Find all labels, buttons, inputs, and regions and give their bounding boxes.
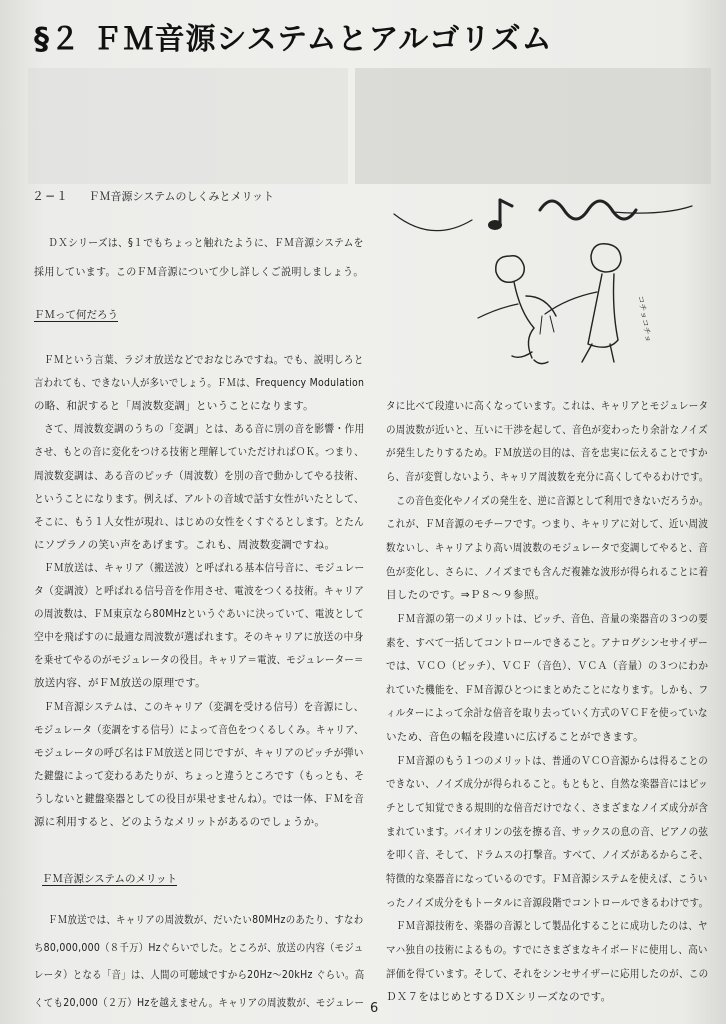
section-title-text: ＦＭ音源システムのしくみとメリット bbox=[88, 190, 275, 203]
text-line: できない、ノイズ成分が得られること。もともと、自然な楽器音にはピッ bbox=[386, 778, 708, 791]
text-line: の周波数は、ＦＭ東京なら80MHzというぐあいに決っていて、電波として bbox=[34, 608, 365, 621]
text-line: 素を、すべて一括してコントロールできること。アナログシンセサイザー bbox=[386, 636, 708, 649]
text-line: レータ）となる「音」は、人間の可聴域ですから20Hz〜20kHz ぐらい。高 bbox=[34, 969, 365, 981]
page-number: 6 bbox=[370, 1001, 379, 1016]
text-line: れていた機能を、ＦＭ音源ひとつにまとめたことになります。しかも、フ bbox=[386, 683, 709, 696]
text-line: いため、音色の幅を段違いに広げることができます。 bbox=[386, 731, 644, 744]
text-line: 目したのです。⇒Ｐ８〜９参照。 bbox=[386, 589, 546, 602]
text-line: が発生したりするため。ＦＭ放送の目的は、音を忠実に伝えることですか bbox=[386, 447, 708, 460]
text-line: モジュレータ（変調をする信号）によって音色をつくるしくみ。キャリア、 bbox=[34, 723, 364, 736]
text-line: 周波数変調は、ある音のピッチ（周波数）を別の音で動かしてやる技術、 bbox=[34, 469, 364, 482]
text-line: ＦＭ放送では、キャリアの周波数が、だいたい80MHzのあたり、すなわ bbox=[48, 914, 364, 926]
text-line: まれています。バイオリンの弦を擦る音、サックスの息の音、ピアノの弦 bbox=[386, 825, 709, 838]
text-line: た鍵盤によって変わるあたりが、ちょっと違うところです（もっとも、そ bbox=[34, 769, 365, 782]
text-line: 空中を飛ばすのに最適な周波数が選ばれます。そのキャリアに放送の中身 bbox=[34, 631, 364, 644]
text-line: ら、音が変質しないよう、キャリア周波数を充分に高くしてやるわけです。 bbox=[386, 470, 709, 483]
text-line: させ、もとの音に変化をつける技術と理解していただければＯＫ。つまり、 bbox=[34, 446, 364, 459]
text-line: にソプラノの笑い声をあげます。これも、周波数変調ですね。 bbox=[34, 538, 336, 551]
section-title bbox=[32, 187, 274, 204]
text-line: タ（変調波）と呼ばれる信号音を作用させ、電波をつくる技術。キャリア bbox=[34, 585, 365, 597]
text-line: 採用しています。このＦＭ音源について少し詳しくご説明しましょう。 bbox=[34, 265, 364, 278]
text-line: そこに、もう１人女性が現れ、はじめの女性をくすぐるとします。とたん bbox=[34, 515, 365, 528]
section-number: ２−１ bbox=[32, 189, 70, 203]
text-line: さて、周波数変調のうちの「変調」とは、ある音に別の音を影響・作用 bbox=[44, 423, 365, 436]
subhead-fm-merits: ＦＭ音源システムのメリット bbox=[42, 873, 178, 885]
text-line: 源に利用すると、どのようなメリットがあるのでしょうか。 bbox=[34, 816, 326, 828]
text-line: の略、和訳すると「周波数変調」ということになります。 bbox=[34, 400, 314, 413]
text-line: を乗せてやるのがモジュレータの役目。キャリア＝電波、モジュレーター＝ bbox=[34, 654, 364, 667]
text-line: この音色変化やノイズの発生を、逆に音源として利用できないだろうか。 bbox=[396, 494, 709, 507]
text-line: を叩く音、そして、ドラムスの打撃音。すべて、ノイズがあるからこそ、 bbox=[386, 849, 709, 862]
text-line: ＤＸ７をはじめとするＤＸシリーズなのです。 bbox=[386, 991, 612, 1004]
text-line: ＦＭ音源技術を、楽器の音源として製品化することに成功したのは、ヤ bbox=[396, 920, 708, 933]
text-line: では、ＶＣＯ（ピッチ）、ＶＣＦ（音色）、ＶＣＡ（音量）の３つにわか bbox=[386, 660, 709, 673]
text-line: ＤＸシリーズは、§１でもちょっと触れたように、ＦＭ音源システムを bbox=[48, 237, 364, 249]
text-line: 放送内容、がＦＭ放送の原理です。 bbox=[34, 677, 206, 690]
text-line: ＦＭという言葉、ラジオ放送などでおなじみですね。でも、説明しろと bbox=[44, 354, 364, 366]
text-line: 特徴的な楽器音になっているのです。ＦＭ音源システムを使えば、こうい bbox=[386, 873, 708, 885]
text-line: うしないと鍵盤楽器としての役目が果せませんね）。では一体、ＦＭを音 bbox=[34, 792, 365, 805]
text-line: くても20,000（２万）Hzを越えません。キャリアの周波数が、モジュレー bbox=[34, 996, 365, 1009]
illustration-caption: コチョコチョ bbox=[636, 294, 654, 344]
text-line: モジュレータの呼び名はＦＭ放送と同じですが、キャリアのピッチが弾い bbox=[34, 746, 364, 759]
text-line: これが、ＦＭ音源のモチーフです。つまり、キャリアに対して、近い周波 bbox=[386, 518, 709, 531]
cartoon-illustration bbox=[392, 192, 714, 374]
text-line: ということになります。例えば、アルトの音域で話す女性がいたとして、 bbox=[34, 492, 365, 505]
text-line: ＦＭ音源の第一のメリットは、ピッチ、音色、音量の楽器音の３つの要 bbox=[396, 612, 709, 625]
text-line: チとして知覚できる規則的な倍音だけでなく、さまざまなノイズ成分が含 bbox=[386, 802, 709, 815]
text-line: ち80,000,000（８千万）Hzぐらいでした。ところが、放送の内容（モジュ bbox=[34, 941, 364, 954]
subhead-what-is-fm: ＦＭって何だろう bbox=[34, 309, 118, 321]
text-line: 数ないし、キャリアより高い周波数のモジュレータで変調してやると、音 bbox=[386, 541, 709, 554]
text-line: ったノイズ成分をもトータルに音源段階でコントロールできるわけです。 bbox=[386, 896, 709, 909]
text-line: ＦＭ音源システムは、このキャリア（変調を受ける信号）を音源にし、 bbox=[44, 700, 364, 713]
text-line: ィルターによって余計な倍音を取り去っていく方式のＶＣＦを使っていな bbox=[386, 707, 708, 720]
text-line: ＦＭ音源のもう１つのメリットは、普通のＶＣＯ音源からは得ることの bbox=[396, 754, 709, 767]
text-line: マハ独自の技術によるもの。すでにさまざまなキイボードに使用し、高い bbox=[386, 943, 708, 956]
text-line: 言われても、できない人が多いでしょう。ＦＭは、Frequency Modulation bbox=[34, 377, 365, 390]
text-line: ＦＭ放送は、キャリア（搬送波）と呼ばれる基本信号音に、モジュレー bbox=[44, 561, 365, 574]
text-line: タに比べて段違いに高くなっています。これは、キャリアとモジュレータ bbox=[386, 400, 709, 412]
blank-gray-area bbox=[28, 68, 348, 184]
text-line: 評価を得ています。そして、それをシンセサイザーに応用したのが、この bbox=[386, 967, 709, 980]
text-line: の周波数が近いと、互いに干渉を起して、音色が変わったり余計なノイズ bbox=[386, 423, 709, 436]
text-line: 色が変化し、さらに、ノイズまでも含んだ複雑な波形が得られることに着 bbox=[386, 565, 709, 578]
page-heading: §２ ＦＭ音源システムとアルゴリズム bbox=[34, 22, 553, 57]
blank-gray-area-right bbox=[355, 68, 711, 184]
